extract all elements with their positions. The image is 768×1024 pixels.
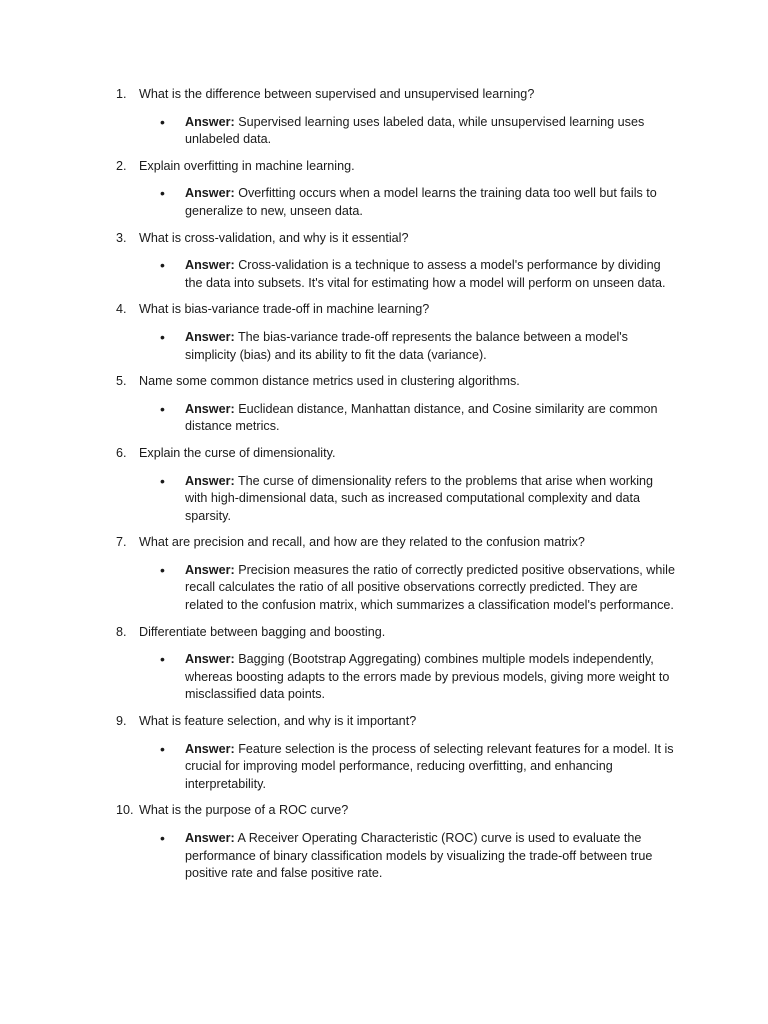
answer-label: Answer:	[185, 114, 235, 129]
answer-label: Answer:	[185, 831, 235, 845]
question-text: What is the difference between supervised and unsupervised learning?	[139, 87, 535, 101]
qa-item-3	[0, 230, 768, 293]
question-row	[0, 534, 659, 552]
answer-text: Feature selection is the process of selecting relevant features for a model. It is crucial for improving model performance, reducing overfitting, and enhancing interpretability.	[185, 741, 674, 791]
question-number: 3.	[116, 230, 127, 245]
answer-label: Answer:	[185, 562, 235, 577]
bullet-icon: •	[160, 113, 165, 130]
question-number: 2.	[116, 158, 127, 173]
question-text: What is cross-validation, and why is it essential?	[139, 230, 409, 245]
bullet-icon: •	[160, 740, 165, 757]
bullet-icon: •	[160, 400, 165, 417]
qa-item-9	[0, 713, 768, 793]
question-text: What is the purpose of a ROC curve?	[139, 803, 349, 818]
qa-item-2	[0, 158, 768, 221]
answer-text: Bagging (Bootstrap Aggregating) combines multiple models independently, whereas boosting adapts to the errors made by previous models, giving more weight to misclassified data points.	[185, 652, 670, 702]
answer-text: Supervised learning uses labeled data, while unsupervised learning uses unlabeled data.	[185, 114, 645, 147]
answer-label: Answer:	[185, 652, 235, 667]
qa-item-10	[0, 802, 768, 882]
answer-text: Overfitting occurs when a model learns the training data too well but fails to generalize to new, unseen data.	[185, 186, 657, 218]
answer-row	[0, 562, 675, 615]
answer-label: Answer:	[185, 473, 235, 488]
question-number: 8.	[116, 624, 127, 639]
question-number: 1.	[116, 87, 127, 101]
answer-row	[0, 329, 675, 364]
bullet-icon: •	[160, 185, 165, 202]
answer-label: Answer:	[185, 258, 235, 273]
answer-row	[0, 473, 675, 526]
question-row	[0, 802, 659, 820]
question-number: 7.	[116, 535, 127, 550]
answer-text: Cross-validation is a technique to assess a model's performance by dividing the data into subsets. It's vital for estimating how a model will perform on unseen data.	[185, 258, 666, 290]
answer-row	[0, 830, 675, 883]
question-row	[0, 86, 659, 104]
question-row	[0, 230, 659, 248]
question-number: 9.	[116, 714, 127, 729]
bullet-icon: •	[160, 472, 165, 489]
question-number: 5.	[116, 374, 127, 389]
question-row	[0, 301, 659, 319]
qa-item-8	[0, 624, 768, 704]
question-number: 6.	[116, 445, 127, 460]
answer-row	[0, 401, 675, 436]
question-text: Explain overfitting in machine learning.	[139, 158, 355, 173]
answer-row	[0, 114, 675, 149]
question-text: What is feature selection, and why is it important?	[139, 714, 417, 729]
answer-text: A Receiver Operating Characteristic (ROC) curve is used to evaluate the performance of binary classification models by visualizing the trade-off between true positive rate and false positive rate.	[185, 831, 653, 881]
qa-item-1	[0, 86, 768, 149]
answer-row	[0, 651, 675, 704]
question-row	[0, 624, 659, 642]
answer-label: Answer:	[185, 186, 235, 201]
qa-item-7	[0, 534, 768, 614]
bullet-icon: •	[160, 561, 165, 578]
question-number: 4.	[116, 302, 127, 317]
answer-label: Answer:	[185, 741, 235, 756]
answer-row	[0, 257, 675, 292]
question-row	[0, 445, 659, 463]
answer-label: Answer:	[185, 329, 235, 344]
bullet-icon: •	[160, 651, 165, 668]
qa-item-5	[0, 373, 768, 436]
question-text: Explain the curse of dimensionality.	[139, 445, 336, 460]
question-text: Name some common distance metrics used in clustering algorithms.	[139, 374, 520, 389]
question-text: Differentiate between bagging and boosting.	[139, 624, 386, 639]
bullet-icon: •	[160, 257, 165, 274]
answer-label: Answer:	[185, 401, 235, 416]
question-row	[0, 713, 659, 731]
question-row	[0, 158, 659, 176]
question-row	[0, 373, 659, 391]
qa-item-6	[0, 445, 768, 525]
question-text: What is bias-variance trade-off in machine learning?	[139, 302, 430, 317]
answer-row	[0, 185, 675, 220]
answer-row	[0, 741, 675, 794]
question-number: 10.	[116, 803, 134, 818]
answer-text: Precision measures the ratio of correctly predicted positive observations, while recall calculates the ratio of all positive observations correctly predicted. They are related to the confusion matrix, which summarizes a classification model's performance.	[185, 562, 675, 613]
bullet-icon: •	[160, 328, 165, 345]
question-text: What are precision and recall, and how are they related to the confusion matrix?	[139, 535, 585, 550]
answer-text: The curse of dimensionality refers to the problems that arise when working with high-dimensional data, such as increased computational complexity and data sparsity.	[185, 473, 654, 523]
qa-item-4	[0, 301, 768, 364]
bullet-icon: •	[160, 830, 165, 846]
answer-text: The bias-variance trade-off represents the balance between a model's simplicity (bias) and its ability to fit the data (variance).	[185, 329, 628, 362]
answer-text: Euclidean distance, Manhattan distance, and Cosine similarity are common distance metrics.	[185, 401, 658, 434]
qa-list	[0, 86, 768, 892]
